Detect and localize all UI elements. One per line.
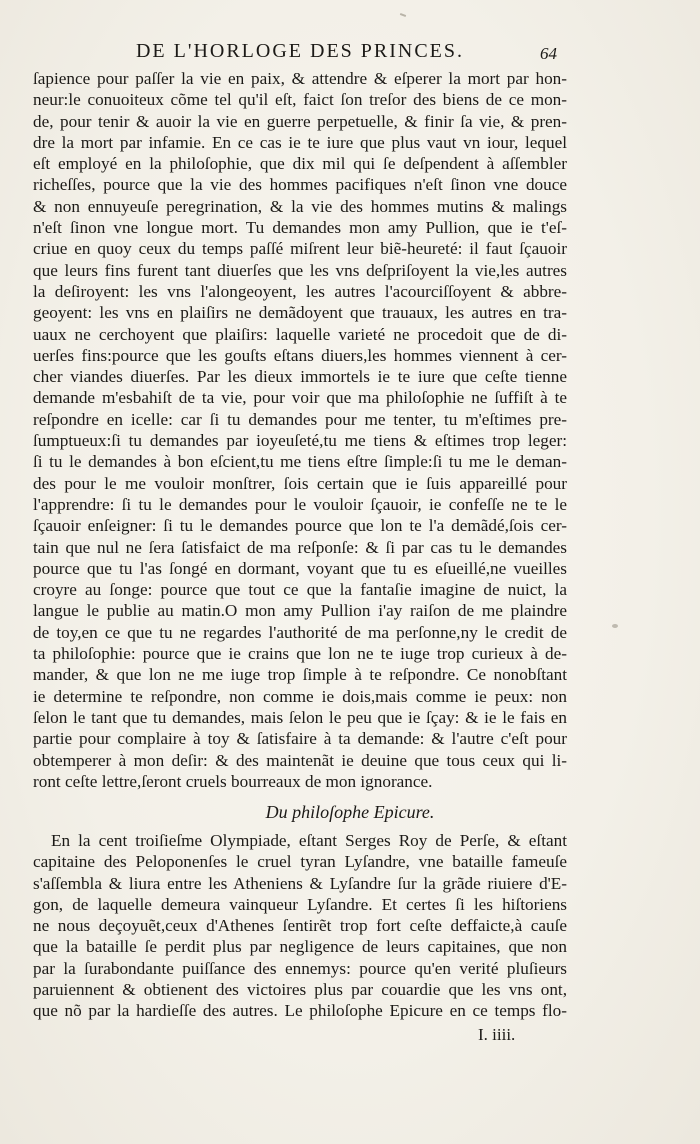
text-line: gon, de laquelle demeura vainqueur Lyſandre. Et certes ſi les hiſtoriens <box>33 894 567 914</box>
text-line: langue le publie au matin.O mon amy Pullion i'ay raiſon de me plaindre <box>33 601 567 621</box>
section-body <box>33 830 567 1022</box>
text-line: dre la mort par infamie. En ce cas ie te iure que plus vaut vn iour, lequel <box>33 132 567 152</box>
text-line: ſi tu le demandes à bon eſcient,tu me tiens eſtre ſimple:ſi tu me le deman- <box>33 452 567 472</box>
text-line: criue en quoy ceux du temps paſſé miſrent leur biẽ-heureté: il faut ſçauoir <box>33 239 567 259</box>
text-line: des pour le me vouloir monſtrer, ſois certain que ie ſuis appareillé pour <box>33 473 567 493</box>
text-line: ne nous deçoyuẽt,ceux d'Athenes ſentirẽt trop fort ceſte deffaicte,à cauſe <box>33 916 567 936</box>
text-line: s'aſſembla & liura entre les Atheniens & Lyſandre ſur la grãde riuiere d'E- <box>33 873 567 893</box>
text-line: demande m'esbahiſt de ta vie, pour voir que ma philoſophie ne ſuffiſt à te <box>33 388 567 408</box>
text-line: ront ceſte lettre,ſeront cruels bourreaux de mon ignorance. <box>33 771 433 791</box>
page-number: 64 <box>540 44 557 63</box>
text-line: ſapience pour paſſer la vie en paix, & attendre & eſperer la mort par hon- <box>33 69 567 88</box>
text-line: ie determine te reſpondre, non comme ie dois,mais comme ie peux: non <box>33 686 567 706</box>
text-line: de toy,en ce que tu ne regardes l'authorité de ma perſonne,ny le credit de <box>33 622 567 642</box>
text-line: par la ſurabondante puiſſance des ennemys: pource qu'en verité pluſieurs <box>33 958 567 978</box>
text-line: En la cent troiſieſme Olympiade, eſtant Serges Roy de Perſe, & eſtant <box>51 831 567 850</box>
section-heading: Du philoſophe Epicure. <box>265 802 435 822</box>
running-head <box>0 40 700 64</box>
text-line: l'apprendre: ſi tu le demandes pour le vouloir ſçauoir, ie confeſſe ne te le <box>33 494 567 514</box>
text-line: ſelon le tant que tu demandes, mais ſelon le peu que ie ſçay: & ie le fais en <box>33 707 567 727</box>
letter-body <box>33 68 567 792</box>
text-line: que la bataille ſe perdit plus par negligence de leurs capitaines, que non <box>33 937 567 957</box>
text-line: & non ennuyeuſe peregrination, & la vie des hommes mutins & malings <box>33 196 567 216</box>
text-line: mander, & que lon ne me iuge trop ſimple à te reſpondre. Ce nonobſtant <box>33 665 567 685</box>
text-line: pource que tu l'as ſongé en dormant, voyant que tu es eſueillé,ne vueilles <box>33 558 567 578</box>
text-line: ſumptueux:ſi tu demandes par ioyeuſeté,tu me tiens & eſtimes trop leger: <box>33 431 567 451</box>
text-line: ta philoſophie: pource que ie crains que lon ne te iuge trop curieux à de- <box>33 644 567 664</box>
running-title: DE L'HORLOGE DES PRINCES. <box>135 40 465 62</box>
text-line: que nõ par la hardieſſe des autres. Le philoſophe Epicure en ce temps flo- <box>33 1001 567 1021</box>
text-line: la deſiroyent: les vns l'alongeoyent, les autres l'acourciſſoyent & abbre- <box>33 281 567 301</box>
text-line: tain que nul ne ſera ſatisfaict de ma reſponſe: & ſi par cas tu le demandes <box>33 537 567 557</box>
text-line: croyre au ſonge: pource que tout ce que la fantaſie imagine de nuict, la <box>33 580 567 600</box>
text-line: uerſes fins:pource que les gouſts eſtans diuers,les hommes viennent à cer- <box>33 345 567 365</box>
ink-mark <box>400 13 406 17</box>
text-line: uaux ne cerchoyent que plaiſirs: laquelle varieté ne procedoit que de di- <box>33 324 567 344</box>
text-line: geoyent: les vns en plaiſirs ne demãdoyent que trauaux, les autres en tra- <box>33 303 567 323</box>
text-line: eſt employé en la philoſophie, que dix mil qui ſe deſpendent à aſſembler <box>33 154 567 174</box>
text-line: cher viandes diuerſes. Par les dieux immortels ie te iure que ceſte tienne <box>33 367 567 387</box>
text-line: paruiennent & obtienent des victoires plus par couardie que les vns ont, <box>33 980 567 1000</box>
text-line: que leurs fins furent tant diuerſes que les vns deſpriſoyent la vie,les autres <box>33 260 567 280</box>
text-line: obtemperer à mon deſir: & des maintenãt ie deuine que tous ceux qui li- <box>33 750 567 770</box>
text-line: neur:le conuoiteux cõme tel qu'il eſt, faict ſon treſor des biens de ce mon- <box>33 90 567 110</box>
signature-mark: I. iiii. <box>478 1025 516 1044</box>
text-line: n'eſt ſinon vne longue mort. Tu demandes mon amy Pullion, que ie t'eſ- <box>33 218 567 238</box>
text-line: de, pour tenir & auoir la vie en guerre perpetuelle, & finir ſa vie, & pren- <box>33 111 567 131</box>
text-line: reſpondre en icelle: car ſi tu demandes pour me tenter, tu m'eſtimes pre- <box>33 409 567 429</box>
text-line: capitaine des Peloponenſes le cruel tyran Lyſandre, vne bataille fameuſe <box>33 852 567 872</box>
ink-smudge <box>612 624 618 628</box>
text-line: ſçauoir enſeigner: ſi tu le demandes pource que lon te l'a demãdé,ſois cer- <box>33 516 567 536</box>
text-line: richeſſes, pource que la vie des hommes pacifiques n'eſt ſinon vne douce <box>33 175 567 195</box>
text-line: partie pour complaire à toy & ſatisfaire à ta demande: & l'autre c'eſt pour <box>33 729 567 749</box>
